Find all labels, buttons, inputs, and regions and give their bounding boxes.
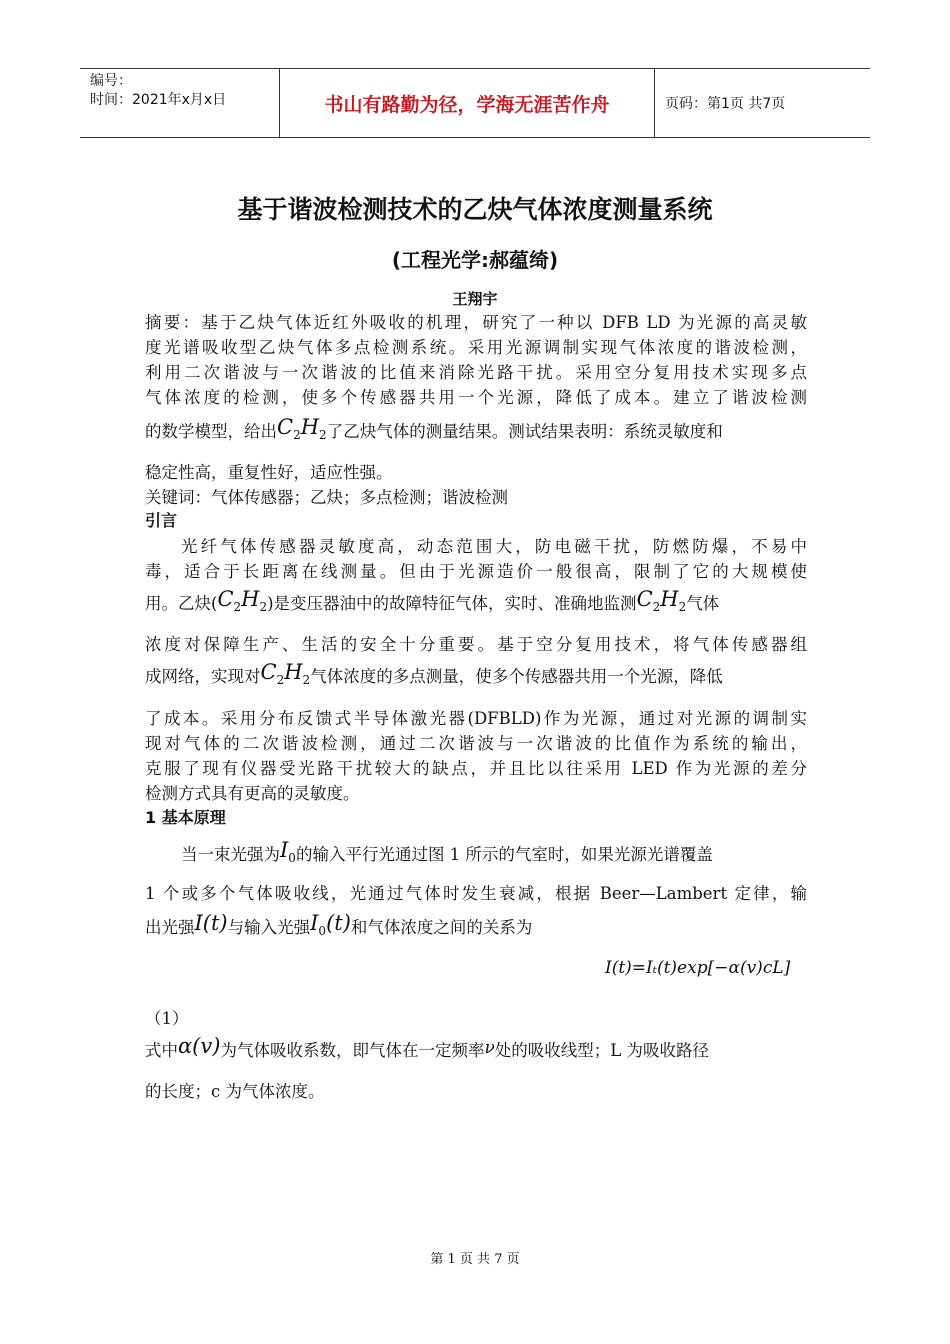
abstract-line: 利用二次谐波与一次谐波的比值来消除光路干扰。采用空分复用技术实现多点 (145, 363, 807, 382)
section-line: 的长度；c 为气体浓度。 (145, 1082, 325, 1101)
abstract-line: 气体浓度的检测，使多个传感器共用一个光源，降低了成本。建立了谐波检测 (145, 388, 807, 407)
intro-line: 浓度对保障生产、生活的安全十分重要。基于空分复用技术，将气体传感器组 (145, 635, 807, 654)
equation-1: I(t)=Iₜ(t)exp[−α(v)cL] (605, 958, 791, 978)
i0-symbol: $I_0$ (280, 838, 296, 866)
abstract-line: 度光谱吸收型乙炔气体多点检测系统。采用光源调制实现气体浓度的谐波检测， (145, 338, 807, 357)
section-line: 出光强I(t)与输入光强$I_0(t)$和气体浓度之间的关系为 (145, 911, 533, 939)
document-title: 基于谐波检测技术的乙炔气体浓度测量系统 (237, 195, 713, 224)
section-line: 当一束光强为$I_0$的输入平行光通过图 1 所示的气室时，如果光源光谱覆盖 (181, 838, 713, 866)
intro-heading: 引言 (145, 511, 178, 530)
document-number-label: 编号： (90, 73, 132, 89)
i0t-symbol: $I_0(t)$ (310, 911, 351, 939)
document-time-label: 时间：2021年x月x日 (90, 92, 227, 108)
c2h2-formula: $C_2H_2$ (636, 587, 687, 615)
intro-line: 光纤气体传感器灵敏度高，动态范围大，防电磁干扰，防燃防爆，不易中 (181, 537, 807, 556)
abstract-line: 的数学模型，给出$C_2H_2$了乙炔气体的测量结果。测试结果表明：系统灵敏度和 (145, 415, 723, 443)
abstract-line: 稳定性高，重复性好，适应性强。 (145, 463, 393, 482)
page-header (80, 68, 870, 138)
keywords: 关键词：气体传感器；乙炔；多点检测；谐波检测 (145, 488, 508, 507)
intro-line: 毒，适合于长距离在线测量。但由于光源造价一般很高，限制了它的大规模使 (145, 562, 807, 581)
page-footer: 第 1 页 共 7 页 (430, 1252, 520, 1267)
c2h2-formula: $C_2H_2$ (277, 415, 327, 443)
document-subtitle: (工程光学:郝蕴绮) (391, 248, 559, 272)
section-line: 1 个或多个气体吸收线，光通过气体时发生衰减，根据 Beer—Lambert 定律，输 (145, 884, 807, 903)
intro-line: 检测方式具有更高的灵敏度。 (145, 784, 360, 803)
header-meta (80, 69, 280, 137)
intro-line: 克服了现有仪器受光路干扰较大的缺点，并且比以往采用 LED 作为光源的差分 (145, 759, 807, 778)
intro-line: 用。乙炔$(C_2H_2)$是变压器油中的故障特征气体，实时、准确地监测$C_2H_2$气体 (145, 587, 720, 615)
c2h2-formula: $C_2H_2$ (260, 660, 311, 688)
it-symbol: I(t) (194, 911, 228, 935)
header-page-info: 页码：第1页 共7页 (665, 96, 786, 112)
header-motto: 书山有路勤为径，学海无涯苦作舟 (280, 69, 655, 137)
nu-symbol: ν (484, 1038, 495, 1058)
section-line: 式中α(v)为气体吸收系数，即气体在一定频率ν处的吸收线型；L 为吸收路径 (145, 1034, 709, 1060)
author-name: 王翔宇 (452, 290, 498, 308)
equation-number: （1） (145, 1009, 189, 1028)
intro-line: 成网络，实现对$C_2H_2$气体浓度的多点测量，使多个传感器共用一个光源，降低 (145, 660, 723, 688)
alpha-symbol: α(v) (178, 1034, 221, 1058)
abstract-line: 摘要：基于乙炔气体近红外吸收的机理，研究了一种以 DFB LD 为光源的高灵敏 (145, 313, 807, 332)
intro-line: 现对气体的二次谐波检测，通过二次谐波与一次谐波的比值作为系统的输出， (145, 734, 807, 753)
intro-line: 了成本。采用分布反馈式半导体激光器(DFBLD)作为光源，通过对光源的调制实 (145, 709, 807, 728)
c2h2-formula: $C_2H_2$ (217, 587, 268, 615)
section-heading: 1 基本原理 (145, 808, 226, 827)
